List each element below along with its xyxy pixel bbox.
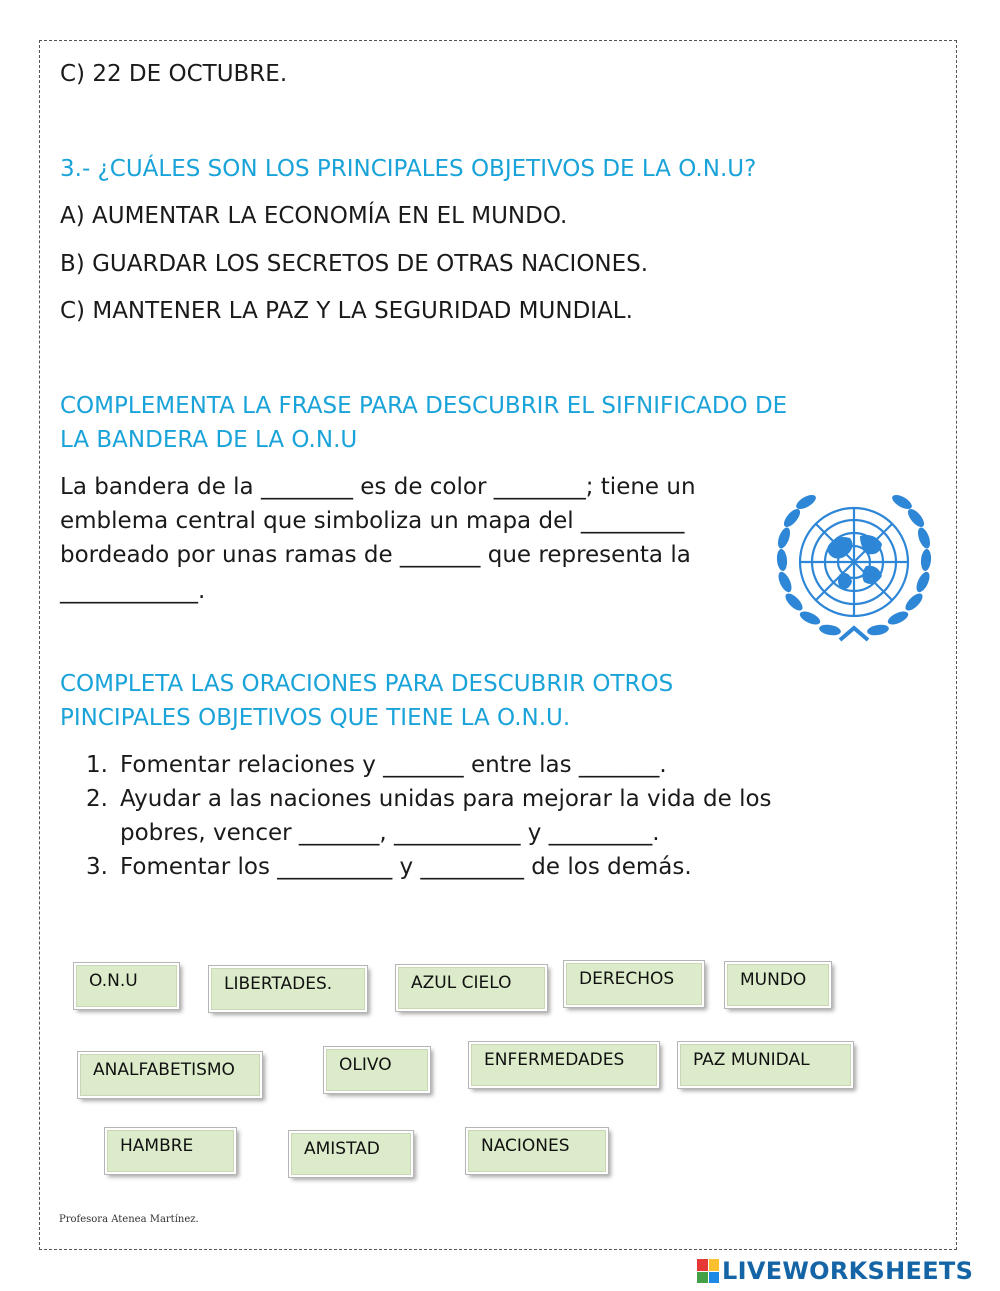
- q3-title: 3.- ¿CUÁLES SON LOS PRINCIPALES OBJETIVOS DE LA O.N.U?: [60, 156, 757, 182]
- q3-option-c: C) MANTENER LA PAZ Y LA SEGURIDAD MUNDIAL.: [60, 298, 633, 324]
- item-number: 3.: [86, 854, 108, 880]
- brand-name: LIVEWORKSHEETS: [722, 1257, 974, 1285]
- word-tile-onu[interactable]: O.N.U: [74, 963, 179, 1009]
- word-tile-azul-cielo[interactable]: AZUL CIELO: [396, 965, 547, 1011]
- objectives-heading-line1: COMPLETA LAS ORACIONES PARA DESCUBRIR OTROS: [60, 671, 674, 697]
- objectives-item-2: [86, 782, 772, 816]
- item-number: 1.: [86, 752, 108, 778]
- objectives-item-1: [86, 748, 667, 782]
- item-text: Fomentar relaciones y _______ entre las _______.: [120, 752, 667, 778]
- flag-sentence-line3: bordeado por unas ramas de _______ que representa la: [60, 542, 691, 568]
- word-tile-libertades[interactable]: LIBERTADES.: [209, 966, 367, 1012]
- item-text: pobres, vencer _______, ___________ y _________.: [120, 820, 660, 846]
- liveworksheets-icon: [697, 1259, 719, 1283]
- item-number: 2.: [86, 786, 108, 812]
- flag-sentence-line2: emblema central que simboliza un mapa del _________: [60, 508, 685, 534]
- word-tile-derechos[interactable]: DERECHOS: [564, 961, 704, 1007]
- word-tile-naciones[interactable]: NACIONES: [466, 1128, 608, 1174]
- word-tile-hambre[interactable]: HAMBRE: [105, 1128, 236, 1174]
- objectives-item-3: [86, 850, 692, 884]
- flag-sentence-line1: La bandera de la ________ es de color ________; tiene un: [60, 474, 696, 500]
- q2-option-c: C) 22 DE OCTUBRE.: [60, 61, 288, 87]
- q3-option-a: A) AUMENTAR LA ECONOMÍA EN EL MUNDO.: [60, 203, 568, 229]
- word-tile-amistad[interactable]: AMISTAD: [289, 1131, 413, 1177]
- objectives-heading-line2: PINCIPALES OBJETIVOS QUE TIENE LA O.N.U.: [60, 705, 571, 731]
- un-emblem-icon: [770, 490, 938, 646]
- author-credit: Profesora Atenea Martínez.: [59, 1214, 199, 1225]
- word-tile-mundo[interactable]: MUNDO: [725, 962, 831, 1008]
- objectives-item-2-cont: [86, 816, 660, 850]
- word-tile-olivo[interactable]: OLIVO: [324, 1047, 430, 1093]
- word-tile-analfabetismo[interactable]: ANALFABETISMO: [78, 1052, 262, 1098]
- q3-option-b: B) GUARDAR LOS SECRETOS DE OTRAS NACIONES.: [60, 251, 649, 277]
- word-tile-enfermedades[interactable]: ENFERMEDADES: [469, 1042, 659, 1088]
- flag-sentence-line4: ____________.: [60, 578, 206, 604]
- flag-heading-line1: COMPLEMENTA LA FRASE PARA DESCUBRIR EL SIFNIFICADO DE: [60, 393, 788, 419]
- item-text: Ayudar a las naciones unidas para mejorar la vida de los: [120, 786, 772, 812]
- liveworksheets-logo[interactable]: [697, 1257, 973, 1285]
- flag-heading-line2: LA BANDERA DE LA O.N.U: [60, 427, 358, 453]
- word-tile-paz-munidal[interactable]: PAZ MUNIDAL: [678, 1042, 853, 1088]
- item-text: Fomentar los __________ y _________ de los demás.: [120, 854, 692, 880]
